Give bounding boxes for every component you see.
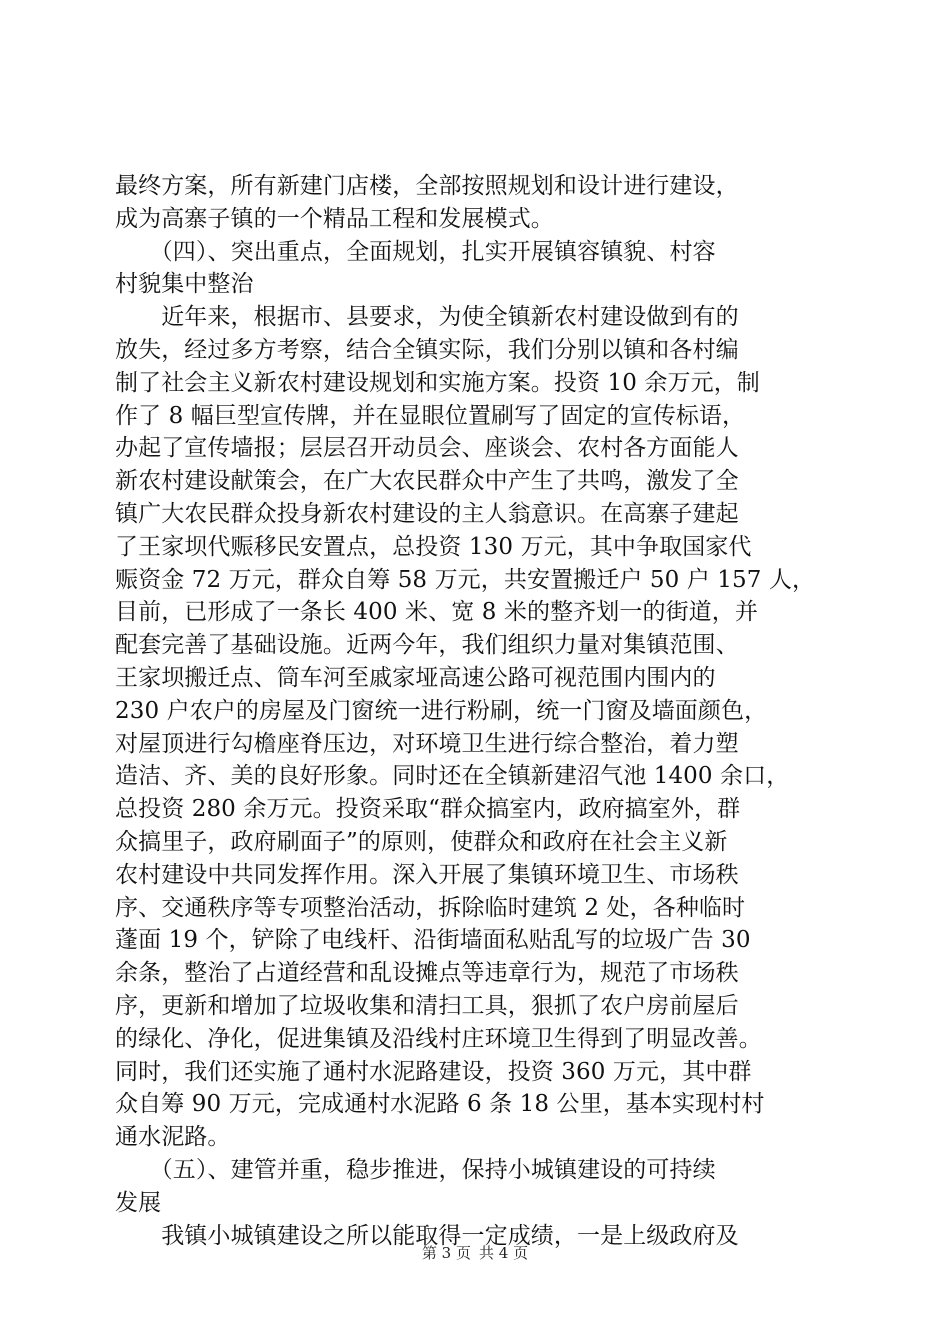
- text-line: 镇广大农民群众投身新农村建设的主人翁意识。在高寨子建起: [115, 500, 739, 527]
- text-line: 蓬面 19 个，铲除了电线杆、沿街墙面私贴乱写的垃圾广告 30: [115, 927, 751, 954]
- text-line: 放失，经过多方考察，结合全镇实际，我们分别以镇和各村编: [115, 336, 739, 363]
- text-line: 近年来，根据市、县要求，为使全镇新农村建设做到有的: [115, 304, 739, 331]
- text-line: 余条，整治了占道经营和乱设摊点等违章行为，规范了市场秩: [115, 960, 739, 987]
- text-line: 目前，已形成了一条长 400 米、宽 8 米的整齐划一的街道，并: [115, 599, 758, 626]
- page-number: 第 3 页: [421, 1244, 471, 1262]
- text-line: 总投资 280 余万元。投资采取“群众搞室内，政府搞室外，群: [115, 796, 741, 823]
- text-line: 我镇小城镇建设之所以能取得一定成绩，一是上级政府及: [115, 1222, 739, 1249]
- text-line: 制了社会主义新农村建设规划和实施方案。投资 10 余万元，制: [115, 369, 760, 396]
- text-line: 新农村建设献策会，在广大农民群众中产生了共鸣，激发了全: [115, 468, 739, 495]
- text-line: 同时，我们还实施了通村水泥路建设，投资 360 万元，其中群: [115, 1058, 752, 1085]
- text-line: 办起了宣传墙报；层层召开动员会、座谈会、农村各方面能人: [115, 435, 739, 462]
- text-line: 序，更新和增加了垃圾收集和清扫工具，狠抓了农户房前屋后: [115, 992, 739, 1019]
- text-line: 成为高寨子镇的一个精品工程和发展模式。: [115, 205, 554, 232]
- section-heading-line: （四）、突出重点，全面规划，扎实开展镇容镇貌、村容: [115, 238, 716, 265]
- text-line: 农村建设中共同发挥作用。深入开展了集镇环境卫生、市场秩: [115, 861, 739, 888]
- text-line: 众自筹 90 万元，完成通村水泥路 6 条 18 公里，基本实现村村: [115, 1091, 765, 1118]
- text-line: 造洁、齐、美的良好形象。同时还在全镇新建沼气池 1400 余口，: [115, 763, 790, 790]
- text-line: 作了 8 幅巨型宣传牌，并在显眼位置刷写了固定的宣传标语，: [115, 402, 746, 429]
- section-heading-line: （五）、建管并重，稳步推进，保持小城镇建设的可持续: [115, 1156, 716, 1183]
- body-text: [115, 170, 835, 1252]
- page-footer: [0, 1243, 950, 1263]
- text-line: 230 户农户的房屋及门窗统一进行粉刷，统一门窗及墙面颜色，: [115, 697, 768, 724]
- text-line: 王家坝搬迁点、筒车河至戚家垭高速公路可视范围内围内的: [115, 664, 716, 691]
- text-line: 赈资金 72 万元，群众自筹 58 万元，共安置搬迁户 50 户 157 人，: [115, 566, 816, 593]
- section-heading-line: 村貌集中整治: [115, 271, 254, 298]
- page-total: 共 4 页: [479, 1244, 529, 1262]
- text-line: 的绿化、净化，促进集镇及沿线村庄环境卫生得到了明显改善。: [115, 1025, 762, 1052]
- text-line: 配套完善了基础设施。近两今年，我们组织力量对集镇范围、: [115, 632, 739, 659]
- text-line: 序、交通秩序等专项整治活动，拆除临时建筑 2 处，各种临时: [115, 894, 746, 921]
- text-line: 众搞里子，政府刷面子”的原则，使群众和政府在社会主义新: [115, 828, 728, 855]
- text-line: 了王家坝代赈移民安置点，总投资 130 万元，其中争取国家代: [115, 533, 752, 560]
- text-line: 对屋顶进行勾檐座脊压边，对环境卫生进行综合整治，着力塑: [115, 730, 739, 757]
- text-line: 最终方案，所有新建门店楼，全部按照规划和设计进行建设，: [115, 173, 739, 199]
- section-heading-line: 发展: [115, 1189, 162, 1216]
- text-line: 通水泥路。: [115, 1124, 231, 1151]
